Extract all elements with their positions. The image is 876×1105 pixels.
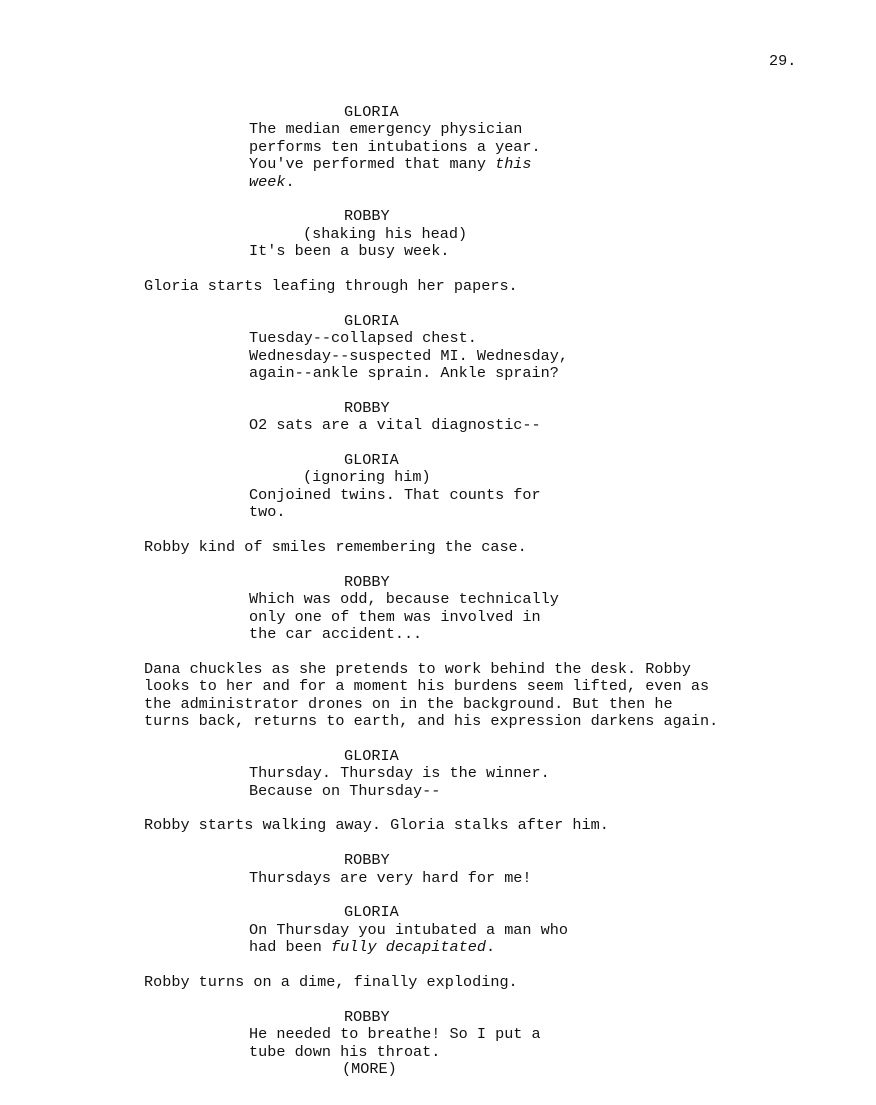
- dialogue-line: tube down his throat.: [249, 1043, 441, 1061]
- emphasis-text: this: [495, 155, 532, 173]
- dialogue-line: [249, 939, 495, 956]
- page-number: 29.: [769, 52, 797, 70]
- action-line: Robby turns on a dime, finally exploding.: [144, 973, 518, 991]
- dialogue-line: Because on Thursday--: [249, 782, 441, 800]
- character-name: ROBBY: [344, 399, 390, 417]
- dialogue-text: You've performed that many: [249, 155, 496, 173]
- dialogue-line: It's been a busy week.: [249, 242, 450, 260]
- dialogue-line: again--ankle sprain. Ankle sprain?: [249, 364, 559, 382]
- dialogue-line: Which was odd, because technically: [249, 590, 559, 608]
- action-line: Robby kind of smiles remembering the case.: [144, 538, 527, 556]
- dialogue-text: .: [285, 173, 295, 191]
- more-continuation: (MORE): [342, 1060, 397, 1078]
- dialogue-line: On Thursday you intubated a man who: [249, 921, 568, 939]
- dialogue-line: [249, 156, 532, 173]
- parenthetical: (ignoring him): [303, 468, 431, 486]
- character-name: ROBBY: [344, 851, 390, 869]
- emphasis-text: fully decapitated: [331, 938, 486, 956]
- action-line: Gloria starts leafing through her papers.: [144, 277, 518, 295]
- dialogue-line: only one of them was involved in: [249, 608, 541, 626]
- action-line: turns back, returns to earth, and his expression darkens again.: [144, 712, 719, 730]
- character-name: ROBBY: [344, 573, 390, 591]
- action-line: Robby starts walking away. Gloria stalks after him.: [144, 816, 609, 834]
- character-name: GLORIA: [344, 747, 399, 765]
- dialogue-line: Tuesday--collapsed chest.: [249, 329, 477, 347]
- parenthetical: (shaking his head): [303, 225, 468, 243]
- emphasis-text: week: [249, 173, 286, 191]
- dialogue-text: .: [485, 938, 496, 956]
- dialogue-line: Conjoined twins. That counts for: [249, 486, 541, 504]
- action-line: Dana chuckles as she pretends to work behind the desk. Robby: [144, 660, 691, 678]
- dialogue-line: the car accident...: [249, 625, 423, 643]
- dialogue-line: Thursday. Thursday is the winner.: [249, 764, 550, 782]
- dialogue-line: Wednesday--suspected MI. Wednesday,: [249, 347, 568, 365]
- character-name: GLORIA: [344, 451, 399, 469]
- action-line: the administrator drones on in the background. But then he: [144, 695, 673, 713]
- dialogue-line: He needed to breathe! So I put a: [249, 1025, 541, 1043]
- dialogue-text: had been: [249, 938, 332, 956]
- dialogue-line: Thursdays are very hard for me!: [249, 869, 532, 887]
- character-name: GLORIA: [344, 103, 399, 121]
- action-line: looks to her and for a moment his burdens seem lifted, even as: [144, 677, 710, 695]
- character-name: GLORIA: [344, 312, 399, 330]
- character-name: GLORIA: [344, 903, 399, 921]
- dialogue-line: The median emergency physician: [249, 120, 523, 138]
- dialogue-line: O2 sats are a vital diagnostic--: [249, 416, 541, 434]
- character-name: ROBBY: [344, 1008, 390, 1026]
- dialogue-line: two.: [249, 503, 286, 521]
- character-name: ROBBY: [344, 207, 390, 225]
- dialogue-line: performs ten intubations a year.: [249, 138, 541, 156]
- dialogue-line: [249, 174, 295, 191]
